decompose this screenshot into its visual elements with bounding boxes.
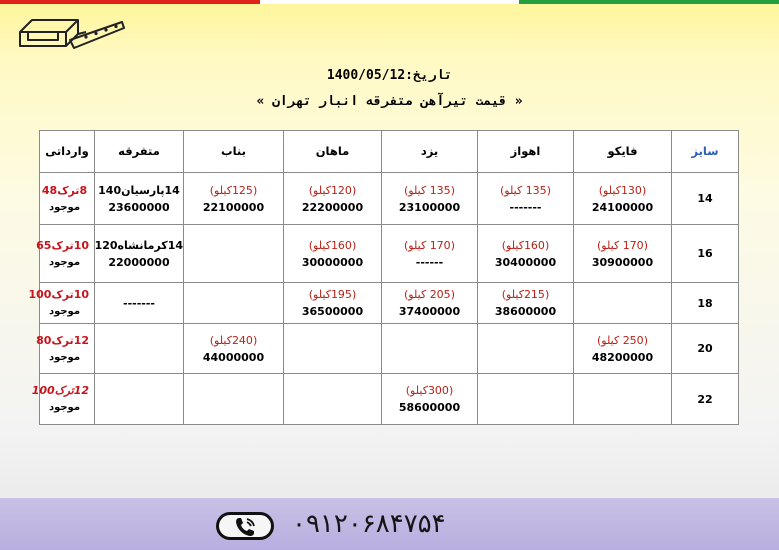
flag-white-stripe (260, 0, 520, 4)
weight-label: (300کیلو) (405, 384, 454, 397)
misc-label: 14پارسیان140 (98, 183, 180, 197)
misc-price: 22000000 (108, 255, 170, 269)
empty-cell (284, 374, 382, 425)
size-cell: 20 (672, 324, 739, 374)
price-value: 24100000 (591, 200, 654, 214)
size-cell: 18 (672, 283, 739, 324)
price-cell (284, 225, 382, 283)
import-label: 12ترک100 (31, 384, 89, 397)
import-status: موجود (48, 402, 81, 413)
weight-label: (125کیلو) (209, 183, 258, 197)
price-cell (478, 283, 574, 324)
price-value: 58600000 (398, 401, 461, 414)
import-cell (36, 225, 95, 283)
import-cell (28, 283, 95, 324)
import-label: 8ترک48 (41, 183, 88, 197)
table-row (40, 225, 739, 283)
price-value: 38600000 (494, 305, 557, 318)
empty-cell (574, 374, 672, 425)
price-table (28, 130, 739, 425)
empty-cell (184, 283, 284, 324)
price-value: 30400000 (494, 255, 557, 269)
weight-label: (240کیلو) (209, 333, 258, 347)
price-cell (284, 283, 382, 324)
price-value: 22200000 (301, 200, 364, 214)
price-value: 30900000 (591, 255, 654, 269)
price-value: 37400000 (398, 305, 461, 318)
price-value: ------ (415, 255, 444, 269)
empty-cell (184, 374, 284, 425)
column-header-bonab: بناب (184, 131, 284, 173)
price-cell (184, 173, 284, 225)
weight-label: (160کیلو) (501, 238, 550, 252)
import-cell (31, 374, 95, 425)
column-header-faiko: فایکو (574, 131, 672, 173)
phone-number[interactable]: ۰۹۱۲۰۶۸۴۷۵۴ (292, 509, 446, 539)
table-row (40, 173, 739, 225)
size-cell: 14 (672, 173, 739, 225)
import-status: موجود (48, 201, 81, 213)
price-cell (574, 225, 672, 283)
price-cell (478, 225, 574, 283)
empty-cell (478, 374, 574, 425)
empty-cell (478, 324, 574, 374)
misc-cell (95, 225, 184, 283)
column-header-import: وارداتی (40, 131, 95, 173)
price-value: 23100000 (398, 200, 461, 214)
column-header-yazd: یزد (382, 131, 478, 173)
size-cell: 22 (672, 374, 739, 425)
misc-label: 14کرمانشاه120 (94, 238, 183, 252)
steel-beam-logo-icon (14, 10, 126, 52)
import-status: موجود (48, 256, 81, 268)
price-cell (382, 225, 478, 283)
price-value: 36500000 (301, 305, 364, 318)
column-header-mahan: ماهان (284, 131, 382, 173)
weight-label: (135 کیلو) (404, 183, 455, 197)
weight-label: (250 کیلو) (597, 333, 648, 347)
weight-label: (160کیلو) (308, 238, 357, 252)
import-status: موجود (48, 351, 81, 363)
misc-cell (95, 173, 184, 225)
price-cell (284, 173, 382, 225)
table-row (40, 374, 739, 425)
phone-icon (216, 512, 274, 540)
import-label: 10ترک100 (28, 288, 89, 301)
weight-label: (130کیلو) (598, 183, 647, 197)
empty-cell (574, 283, 672, 324)
misc-label: ------- (123, 296, 155, 310)
price-cell (574, 324, 672, 374)
table-header-row (40, 131, 739, 173)
weight-label: (120کیلو) (308, 183, 357, 197)
import-cell (40, 173, 95, 225)
page-title: « قیمت تیرآهن متفرقه انبار تهران » (256, 94, 523, 109)
flag-stripe (0, 0, 779, 4)
price-date: تاریخ:1400/05/12 (326, 68, 453, 83)
price-cell (478, 173, 574, 225)
import-status: موجود (48, 306, 81, 317)
misc-cell (95, 283, 184, 324)
empty-cell (184, 225, 284, 283)
handset-icon (234, 516, 258, 538)
price-value: 22100000 (202, 200, 265, 214)
import-label: 12ترک80 (36, 333, 89, 347)
price-value: 30000000 (301, 255, 364, 269)
misc-price: 23600000 (108, 200, 170, 214)
price-cell (382, 374, 478, 425)
price-cell (382, 283, 478, 324)
column-header-misc: متفرقه (95, 131, 184, 173)
empty-cell (95, 324, 184, 374)
import-cell (36, 324, 95, 374)
price-value: 48200000 (591, 350, 654, 364)
price-cell (184, 324, 284, 374)
price-cell (382, 173, 478, 225)
empty-cell (95, 374, 184, 425)
weight-label: (205 کیلو) (404, 288, 455, 301)
price-value: ------- (509, 200, 542, 214)
column-header-size: سایز (672, 131, 739, 173)
empty-cell (284, 324, 382, 374)
weight-label: (215کیلو) (501, 288, 550, 301)
price-cell (574, 173, 672, 225)
empty-cell (382, 324, 478, 374)
flag-green-stripe (519, 0, 779, 4)
column-header-ahvaz: اهواز (478, 131, 574, 173)
weight-label: (195کیلو) (308, 288, 357, 301)
weight-label: (170 کیلو) (404, 238, 455, 252)
size-cell: 16 (672, 225, 739, 283)
flag-red-stripe (0, 0, 260, 4)
price-value: 44000000 (202, 350, 265, 364)
weight-label: (170 کیلو) (597, 238, 648, 252)
import-label: 10ترک65 (36, 238, 89, 252)
weight-label: (135 کیلو) (500, 183, 551, 197)
table-row (40, 283, 739, 324)
table-row (40, 324, 739, 374)
